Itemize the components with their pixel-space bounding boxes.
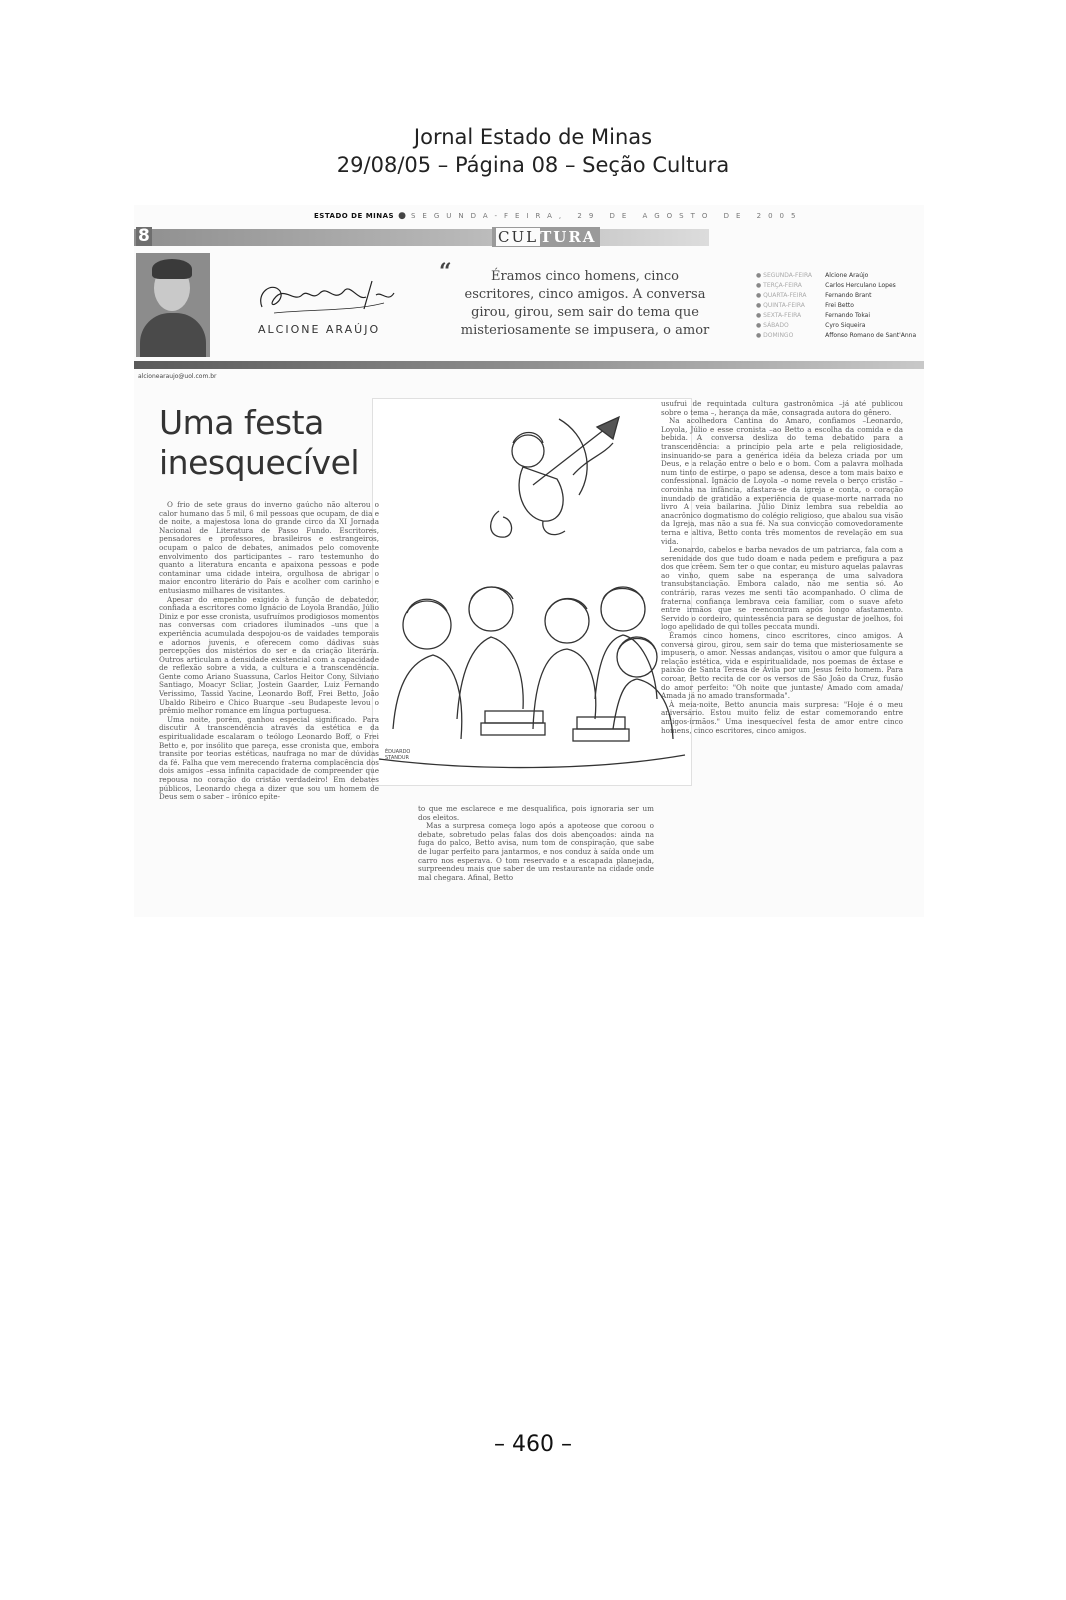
signature-image (254, 273, 414, 319)
schedule-name: Fernando Brant (825, 292, 872, 299)
columnist-schedule (756, 271, 916, 341)
schedule-day: QUARTA-FEIRA (763, 292, 807, 299)
section-band (134, 226, 709, 246)
schedule-row (756, 291, 916, 301)
cartoon-illustration (372, 398, 692, 786)
author-photo (136, 253, 210, 357)
cartoon-credit: ÉDUARDO STANDUR (385, 749, 411, 761)
paragraph: usufrui de requintada cultura gastronômica –já até publicou sobre o tema –, herança da mãe, consagrada autora do gênero. (661, 400, 903, 417)
schedule-name: Fernando Tokai (825, 312, 871, 319)
bullet-icon: ● (756, 272, 764, 279)
schedule-row (756, 331, 916, 341)
issue-date: SEGUNDA-FEIRA, 29 DE AGOSTO DE 2005 (410, 212, 803, 220)
paragraph: Leonardo, cabelos e barba nevados de um patriarca, fala com a serenidade dos que tudo doam e nada pedem e prefigura a paz dos que crêem. Sem ter o que contar, eu misturo aquelas palavras ao vinho, quem sabe na esperança de uma salvadora transubstanciação. Embora calado, não me sentia só. Ao contrário, raras vezes me senti tão acompanhado. O clima de fraterna confiança lembrava ceia familiar, com o suave afeto entre irmãos que se reencontram após longo afastamento. Servido o cordeiro, quintessência para se degustar de joelhos, foi logo apelidado de qui tolles peccata mundi. (661, 545, 903, 632)
document-subtitle: 29/08/05 – Página 08 – Seção Cultura (336, 153, 730, 177)
headline-line-1: Uma festa (159, 403, 324, 442)
article-column-1 (159, 501, 379, 913)
schedule-row (756, 321, 916, 331)
schedule-row (756, 281, 916, 291)
author-name: ALCIONE ARAÚJO (258, 323, 381, 336)
section-title-rest: TURA (540, 228, 597, 246)
paragraph: Éramos cinco homens, cinco escritores, cinco amigos. A conversa girou, girou, sem sair do tema que misteriosamente se impusera, o amor. Nessas andanças, visitou o amor que fulgura a relação estética, vida e espiritualidade, nos poemas de êxtase e paixão de Santa Teresa de Ávila por um Jesus feito homem. Para coroar, Betto recita de cor os versos de São João da Cruz, fusão do amor perfeito: "Oh noite que juntaste/ Amado com amada/ Amada já no amado transformada". (661, 631, 903, 701)
pull-quote: Éramos cinco homens, cinco escritores, cinco amigos. A conversa girou, girou, sem sair do tema que misteriosamente se impusera, o amor (460, 269, 710, 338)
section-title-prefix: CUL (498, 228, 539, 246)
bullet-icon: ● (756, 322, 764, 329)
paragraph: Apesar do empenho exigido à função de debatedor, confiada a escritores como Ignácio de Loyola Brandão, Júlio Diniz e por esse cronista, usufruímos prodigiosos momentos nas conversas com criadores iluminados –uns que a experiência acumulada despojou-os de vaidades temporais e adornos juvenis, e oferecem como dádivas suas percepções dos mistérios do ser e da criação literária. Outros articulam a densidade existencial com a capacidade de reflexão sobre a vida, a cultura e a transcendência. Gente como Ariano Suassuna, Carlos Heitor Cony, Silviano Santiago, Moacyr Scliar, Jostein Gaarder, Luiz Fernando Verissimo, Tassid Yacine, Leonardo Boff, Frei Betto, João Ubaldo Ribeiro e Chico Buarque –seu Budapeste levou o prêmio melhor romance em língua portuguesa. (159, 594, 379, 716)
schedule-name: Carlos Herculano Lopes (825, 282, 896, 289)
author-email: alcionearaujo@uol.com.br (138, 373, 217, 380)
article-column-3 (661, 400, 903, 912)
paragraph: À meia-noite, Betto anuncia mais surpresa: "Hoje é o meu aniversário. Estou muito feliz de estar comemorando entre amigos-irmãos." Uma inesquecível festa de amor entre cinco homens, cinco escritores, cinco amigos. (661, 699, 903, 735)
section-title (492, 227, 600, 247)
photo-body (140, 313, 206, 357)
schedule-name: Frei Betto (825, 302, 854, 309)
schedule-row (756, 311, 916, 321)
page-number: – 460 – (494, 1432, 572, 1457)
schedule-day: DOMINGO (763, 332, 794, 339)
paragraph: Na acolhedora Cantina do Amaro, confiamos –Leonardo, Loyola, Júlio e esse cronista –ao Betto a escolha da comida e da bebida. A conversa desliza do tema debatido para a transcendência: a princípio pela arte e pela religiosidade, insinuando-se para a genérica idéia da beleza criada por um Deus, e a relação entre o belo e o bom. Com a palavra molhada num tinto de estirpe, o papo se adensa, desce a tom mais baixo e confessional. Ignácio de Loyola –o nome revela o berço cristão – coroinha na infância, afastara-se da igreja e conta, o coração inundado de gratidão a experiência de quase-morte narrada no livro A veia bailarina. Júlio Diniz lembra sua rebeldia ao anacrônico dogmatismo do colégio religioso, que abalou sua visão da Igreja, mas não a sua fé. Na sua convicção comovedoramente terna e altiva, Betto conta três momentos de revelação em sua vida. (661, 416, 903, 546)
schedule-day: SEGUNDA-FEIRA (763, 272, 812, 279)
quote-icon: “ (439, 259, 452, 285)
schedule-day: SEXTA-FEIRA (763, 312, 802, 319)
schedule-day: QUINTA-FEIRA (763, 302, 805, 309)
page-number-badge: 8 (138, 226, 150, 246)
article-headline (159, 403, 359, 483)
bullet-icon: ● (756, 312, 764, 319)
schedule-name: Affonso Romano de Sant'Anna (825, 332, 917, 339)
cartoon-drawing (373, 399, 691, 785)
paragraph: to que me esclarece e me desqualifica, pois ignoraria ser um dos eleitos. (418, 805, 654, 822)
bullet-icon: ● (756, 332, 764, 339)
schedule-name: Cyro Siqueira (825, 322, 866, 329)
newspaper-name: ESTADO DE MINAS (314, 212, 395, 220)
schedule-row (756, 301, 916, 311)
bullet-icon: ● (756, 292, 764, 299)
document-title: Jornal Estado de Minas (413, 125, 653, 149)
schedule-day: TERÇA-FEIRA (763, 282, 802, 289)
paragraph: Uma noite, porém, ganhou especial significado. Para discutir A transcendência através da estética e da espiritualidade escalaram o teólogo Leonardo Boff, o Frei Betto e, por insólito que pareça, esse cronista que, embora transite por teorias estéticas, naufraga no mar de dúvidas da fé. Falha que vem merecendo fraterna complacência dos dois amigos –essa infinita capacidade de compreender que repousa no coração do cristão verdadeiro! Em debates públicos, Leonardo chega a dizer que sou um homem de Deus sem o saber – irônico epíte- (159, 714, 379, 802)
schedule-name: Alcione Araújo (825, 272, 869, 279)
article-column-2 (418, 805, 654, 915)
paragraph: O frio de sete graus do inverno gaúcho não alterou o calor humano das 5 mil, 6 mil pessoas que ocupam, de dia e de noite, a majestosa lona do grande circo da XI Jornada Nacional de Literatura de Passo Fundo. Escritores, pensadores e professores, brasileiros e estrangeiros, ocupam o palco de debates, animados pelo comovente envolvimento dos participantes – raro testemunho do quanto a literatura encanta e apaixona pessoas e pode contaminar uma cidade inteira, orgulhosa de abrigar o maior encontro literário do País e acolher com carinho e entusiasmo milhares de visitantes. (159, 501, 379, 595)
schedule-row (756, 271, 916, 281)
paragraph: Mas a surpresa começa logo após a apoteose que coroou o debate, sobretudo pelas falas dos dois abençoados: ainda na fuga do palco, Betto avisa, num tom de conspiração, que sabe de lugar perfeito para jantarmos, e nos conduz à saída onde um carro nos esperava. O tom reservado e a escapada planejada, surpreendeu mais que saber de um restaurante na cidade onde mal chegara. Afinal, Betto (418, 821, 654, 882)
bullet-icon: ● (756, 282, 764, 289)
schedule-day: SÁBADO (763, 322, 789, 329)
headline-line-2: inesquecível (159, 443, 360, 482)
newspaper-masthead (314, 211, 802, 221)
bullet-icon: ● (756, 302, 764, 309)
newspaper-clipping (134, 205, 924, 917)
photo-hair (152, 259, 192, 279)
bullet-icon: ● (398, 211, 407, 221)
header-rule (134, 361, 924, 369)
